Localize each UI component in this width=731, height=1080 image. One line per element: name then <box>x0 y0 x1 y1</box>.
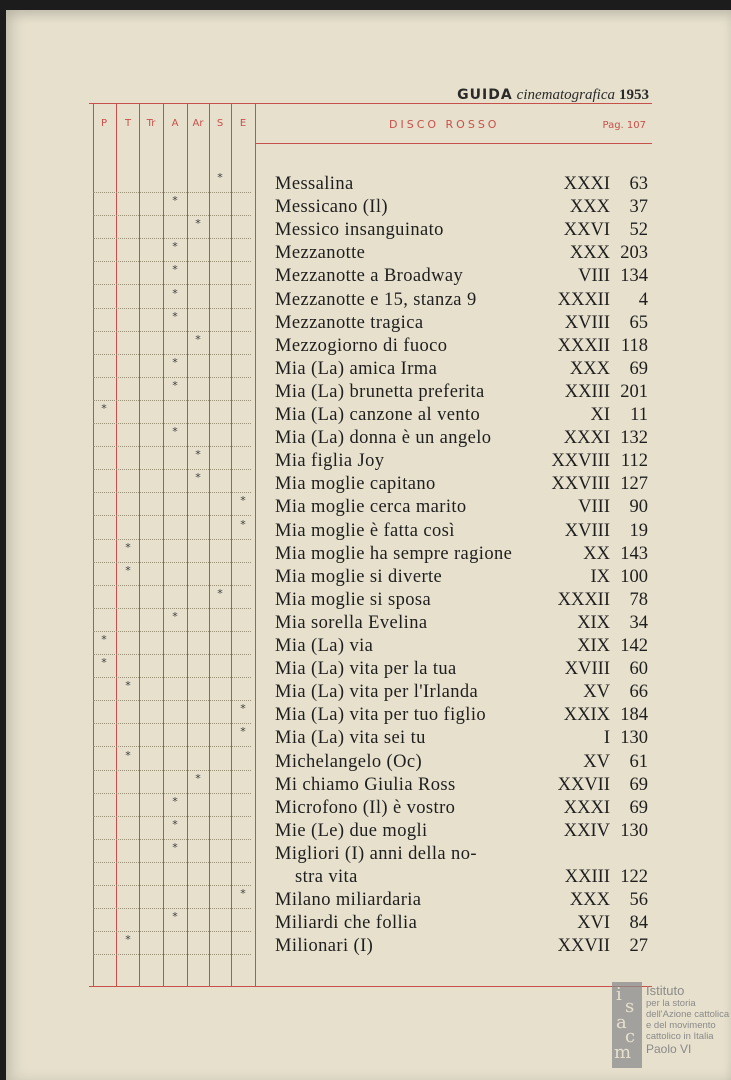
page-number: 69 <box>629 358 648 379</box>
row-dotted-rule <box>93 608 251 609</box>
film-title: Mezzanotte e 15, stanza 9 <box>275 289 477 310</box>
row-dotted-rule <box>93 423 251 424</box>
page-number: 201 <box>620 381 648 402</box>
page-number: 90 <box>629 497 648 518</box>
column-rule <box>209 103 210 987</box>
page-number: 52 <box>629 220 648 241</box>
volume-number: XXXII <box>557 289 610 310</box>
rating-asterisk: * <box>172 794 178 808</box>
row-dotted-rule <box>93 492 251 493</box>
column-header: T <box>124 118 132 129</box>
row-dotted-rule <box>93 862 251 863</box>
header-year: 1953 <box>619 87 649 103</box>
rating-asterisk: * <box>217 586 223 600</box>
film-title: Mezzanotte <box>275 243 366 264</box>
row-dotted-rule <box>93 400 251 401</box>
row-dotted-rule <box>93 677 251 678</box>
volume-number: XVIII <box>564 312 610 333</box>
volume-number: XXIX <box>563 705 610 726</box>
page-number: 11 <box>630 405 648 425</box>
film-title: Mia (La) canzone al vento <box>275 405 481 425</box>
rating-asterisk: * <box>172 840 178 854</box>
row-dotted-rule <box>93 308 251 309</box>
watermark-logo-mark: i s a c m <box>612 982 642 1068</box>
row-dotted-rule <box>93 539 251 540</box>
film-title: Mia (La) via <box>275 636 374 656</box>
volume-number: XXVI <box>563 220 610 241</box>
volume-number: XXX <box>569 358 610 379</box>
volume-number: XXXII <box>557 335 610 356</box>
rating-asterisk: * <box>101 402 107 415</box>
row-dotted-rule <box>93 654 251 655</box>
rating-asterisk: * <box>172 609 178 623</box>
volume-number: XI <box>590 405 610 425</box>
rating-asterisk: * <box>125 563 131 577</box>
rating-asterisk: * <box>240 494 246 508</box>
column-rule <box>231 103 232 987</box>
rating-asterisk: * <box>125 933 131 947</box>
page-number: 37 <box>629 197 648 218</box>
row-dotted-rule <box>93 908 251 909</box>
page-number: 69 <box>629 797 648 818</box>
row-dotted-rule <box>93 885 251 886</box>
film-title: stra vita <box>295 867 358 887</box>
page-number: 118 <box>620 335 648 356</box>
column-header: Tr <box>146 118 156 129</box>
table-header-rule <box>255 143 652 144</box>
column-header: S <box>216 118 224 129</box>
rating-asterisk: * <box>240 517 246 531</box>
rating-asterisk: * <box>172 910 178 924</box>
column-rule <box>116 103 117 987</box>
film-title: Mia moglie è fatta così <box>275 520 455 541</box>
volume-number: XXX <box>569 243 610 264</box>
archive-watermark <box>612 982 730 1068</box>
volume-number: XXIII <box>564 381 610 402</box>
volume-number: XXX <box>569 197 610 218</box>
film-title: Michelangelo (Oc) <box>275 751 423 772</box>
row-dotted-rule <box>93 331 251 332</box>
page-number: 122 <box>620 867 648 887</box>
film-title: Mia moglie capitano <box>275 474 436 495</box>
column-header: Ar <box>192 118 204 129</box>
row-dotted-rule <box>93 515 251 516</box>
rating-asterisk: * <box>172 194 178 208</box>
film-title: Mia moglie cerca marito <box>275 497 467 518</box>
rating-table <box>89 103 652 987</box>
page-number: 78 <box>629 589 648 610</box>
volume-number: XXVII <box>557 774 610 795</box>
rating-asterisk: * <box>195 332 201 346</box>
column-rule <box>93 103 94 987</box>
film-title: Mia (La) amica Irma <box>275 358 438 379</box>
section-title: DISCO ROSSO <box>389 118 500 131</box>
row-dotted-rule <box>93 793 251 794</box>
row-dotted-rule <box>93 700 251 701</box>
rating-asterisk: * <box>217 171 223 184</box>
volume-number: XXVII <box>557 936 610 957</box>
page-number: 60 <box>629 659 648 680</box>
table-top-rule <box>89 103 652 104</box>
rating-asterisk: * <box>172 309 178 323</box>
volume-number: XXXI <box>563 174 610 194</box>
volume-number: XXIII <box>564 867 610 887</box>
film-title: Mia (La) donna è un angelo <box>275 428 492 449</box>
page-number: 203 <box>620 243 648 264</box>
row-dotted-rule <box>93 215 251 216</box>
page-number: 63 <box>629 174 648 194</box>
page-number: 69 <box>629 774 648 795</box>
column-rule <box>187 103 188 987</box>
volume-number: XXVIII <box>551 474 610 495</box>
film-title: Mia (La) vita per la tua <box>275 659 457 680</box>
page-number: 127 <box>620 474 648 495</box>
film-title: Messicano (Il) <box>275 197 388 218</box>
volume-number: XIX <box>577 612 610 633</box>
page-number: 19 <box>629 520 648 541</box>
film-title: Mia moglie ha sempre ragione <box>275 543 513 564</box>
film-title: Milano miliardaria <box>275 890 422 911</box>
row-dotted-rule <box>93 585 251 586</box>
row-dotted-rule <box>93 931 251 932</box>
row-dotted-rule <box>93 238 251 239</box>
page-number: 34 <box>629 612 648 633</box>
rating-asterisk: * <box>101 633 107 646</box>
volume-number: XVI <box>577 913 610 934</box>
rating-asterisk: * <box>101 656 107 670</box>
watermark-line: cattolico in Italia <box>646 1031 714 1042</box>
film-title: Mia (La) vita per tuo figlio <box>275 705 487 726</box>
row-dotted-rule <box>93 284 251 285</box>
rating-asterisk: * <box>172 817 178 831</box>
volume-number: XXXII <box>557 589 610 610</box>
page-number: 130 <box>620 820 648 841</box>
rating-asterisk: * <box>240 702 246 716</box>
row-dotted-rule <box>93 261 251 262</box>
film-title: Milionari (I) <box>275 936 374 957</box>
watermark-text <box>646 984 730 1056</box>
row-dotted-rule <box>93 770 251 771</box>
column-header: E <box>239 118 247 129</box>
volume-number: XV <box>583 751 610 772</box>
page-number: 4 <box>638 289 648 310</box>
volume-number: IX <box>590 566 610 587</box>
page-number: 56 <box>629 890 648 911</box>
film-title: Mia moglie si diverte <box>275 566 443 587</box>
page-number: 27 <box>629 936 648 957</box>
column-header: A <box>171 118 179 129</box>
header-guida: GUIDA <box>457 87 513 103</box>
watermark-line: dell'Azione cattolica <box>646 1009 730 1020</box>
page-number: 66 <box>629 682 648 703</box>
film-title: Mia figlia Joy <box>275 451 385 472</box>
watermark-line: Istituto <box>646 983 685 998</box>
film-title: Mia sorella Evelina <box>275 612 428 633</box>
page-number: 134 <box>620 266 648 287</box>
watermark-line: per la storia <box>646 998 696 1009</box>
page-number: 142 <box>620 636 648 656</box>
page-number: 65 <box>629 312 648 333</box>
page-number: 143 <box>620 543 648 564</box>
rating-asterisk: * <box>172 378 178 392</box>
rating-asterisk: * <box>195 471 201 485</box>
film-title: Mia (La) brunetta preferita <box>275 381 485 402</box>
watermark-line: e del movimento <box>646 1020 716 1031</box>
page-number: 61 <box>629 751 648 772</box>
volume-number: XXIV <box>563 820 610 841</box>
rating-asterisk: * <box>195 448 201 462</box>
volume-number: XXVIII <box>551 451 610 472</box>
volume-number: XXXI <box>563 428 610 449</box>
column-header: P <box>100 118 108 129</box>
rating-asterisk: * <box>195 217 201 231</box>
rating-asterisk: * <box>195 771 201 785</box>
film-title: Mezzanotte tragica <box>275 312 424 333</box>
film-title: Mia (La) vita sei tu <box>275 728 426 749</box>
volume-number: XXXI <box>563 797 610 818</box>
rating-asterisk: * <box>240 887 246 901</box>
page-number <box>614 843 648 866</box>
page-number: 132 <box>620 428 648 449</box>
film-title: Mi chiamo Giulia Ross <box>275 774 456 795</box>
rating-asterisk: * <box>172 263 178 277</box>
row-dotted-rule <box>93 723 251 724</box>
running-header <box>457 86 649 104</box>
volume-number: I <box>603 728 610 749</box>
film-title: Mia (La) vita per l'Irlanda <box>275 682 479 703</box>
header-cinematografica: cinematografica <box>516 87 615 103</box>
row-dotted-rule <box>93 839 251 840</box>
volume-number: XVIII <box>564 659 610 680</box>
rating-asterisk: * <box>172 240 178 254</box>
page-number: 130 <box>620 728 648 749</box>
volume-number: XV <box>583 682 610 703</box>
film-title: Mia moglie si sposa <box>275 589 432 610</box>
volume-number: XIX <box>577 636 610 656</box>
rating-asterisk: * <box>125 679 131 693</box>
row-dotted-rule <box>93 631 251 632</box>
row-dotted-rule <box>93 954 251 955</box>
page-label: Pag. 107 <box>602 120 646 131</box>
row-dotted-rule <box>93 562 251 563</box>
volume-number: VIII <box>578 266 610 287</box>
rating-asterisk: * <box>172 425 178 439</box>
row-dotted-rule <box>93 446 251 447</box>
row-dotted-rule <box>93 354 251 355</box>
film-title: Messico insanguinato <box>275 220 444 241</box>
row-dotted-rule <box>93 746 251 747</box>
page-number: 100 <box>620 566 648 587</box>
page-number: 84 <box>629 913 648 934</box>
film-title: Microfono (Il) è vostro <box>275 797 456 818</box>
page-number: 112 <box>620 451 648 472</box>
rating-asterisk: * <box>125 748 131 762</box>
film-title: Mezzogiorno di fuoco <box>275 335 448 356</box>
rating-asterisk: * <box>172 286 178 300</box>
row-dotted-rule <box>93 192 251 193</box>
watermark-line: Paolo VI <box>646 1042 692 1056</box>
column-rule <box>139 103 140 987</box>
volume-number: VIII <box>578 497 610 518</box>
table-bottom-rule <box>89 986 652 987</box>
film-title: Migliori (I) anni della no- <box>275 843 477 864</box>
row-dotted-rule <box>93 469 251 470</box>
page-number: 184 <box>620 705 648 726</box>
row-dotted-rule <box>93 377 251 378</box>
row-dotted-rule <box>93 816 251 817</box>
volume-number: XVIII <box>564 520 610 541</box>
volume-number: XX <box>583 543 610 564</box>
film-title: Miliardi che follia <box>275 913 418 934</box>
column-rule <box>255 103 256 987</box>
rating-asterisk: * <box>240 725 246 739</box>
column-rule <box>163 103 164 987</box>
film-title: Mezzanotte a Broadway <box>275 266 464 287</box>
film-title: Messalina <box>275 174 354 194</box>
rating-asterisk: * <box>125 540 131 554</box>
volume-number: XXX <box>569 890 610 911</box>
film-title: Mie (Le) due mogli <box>275 820 428 841</box>
rating-asterisk: * <box>172 355 178 369</box>
